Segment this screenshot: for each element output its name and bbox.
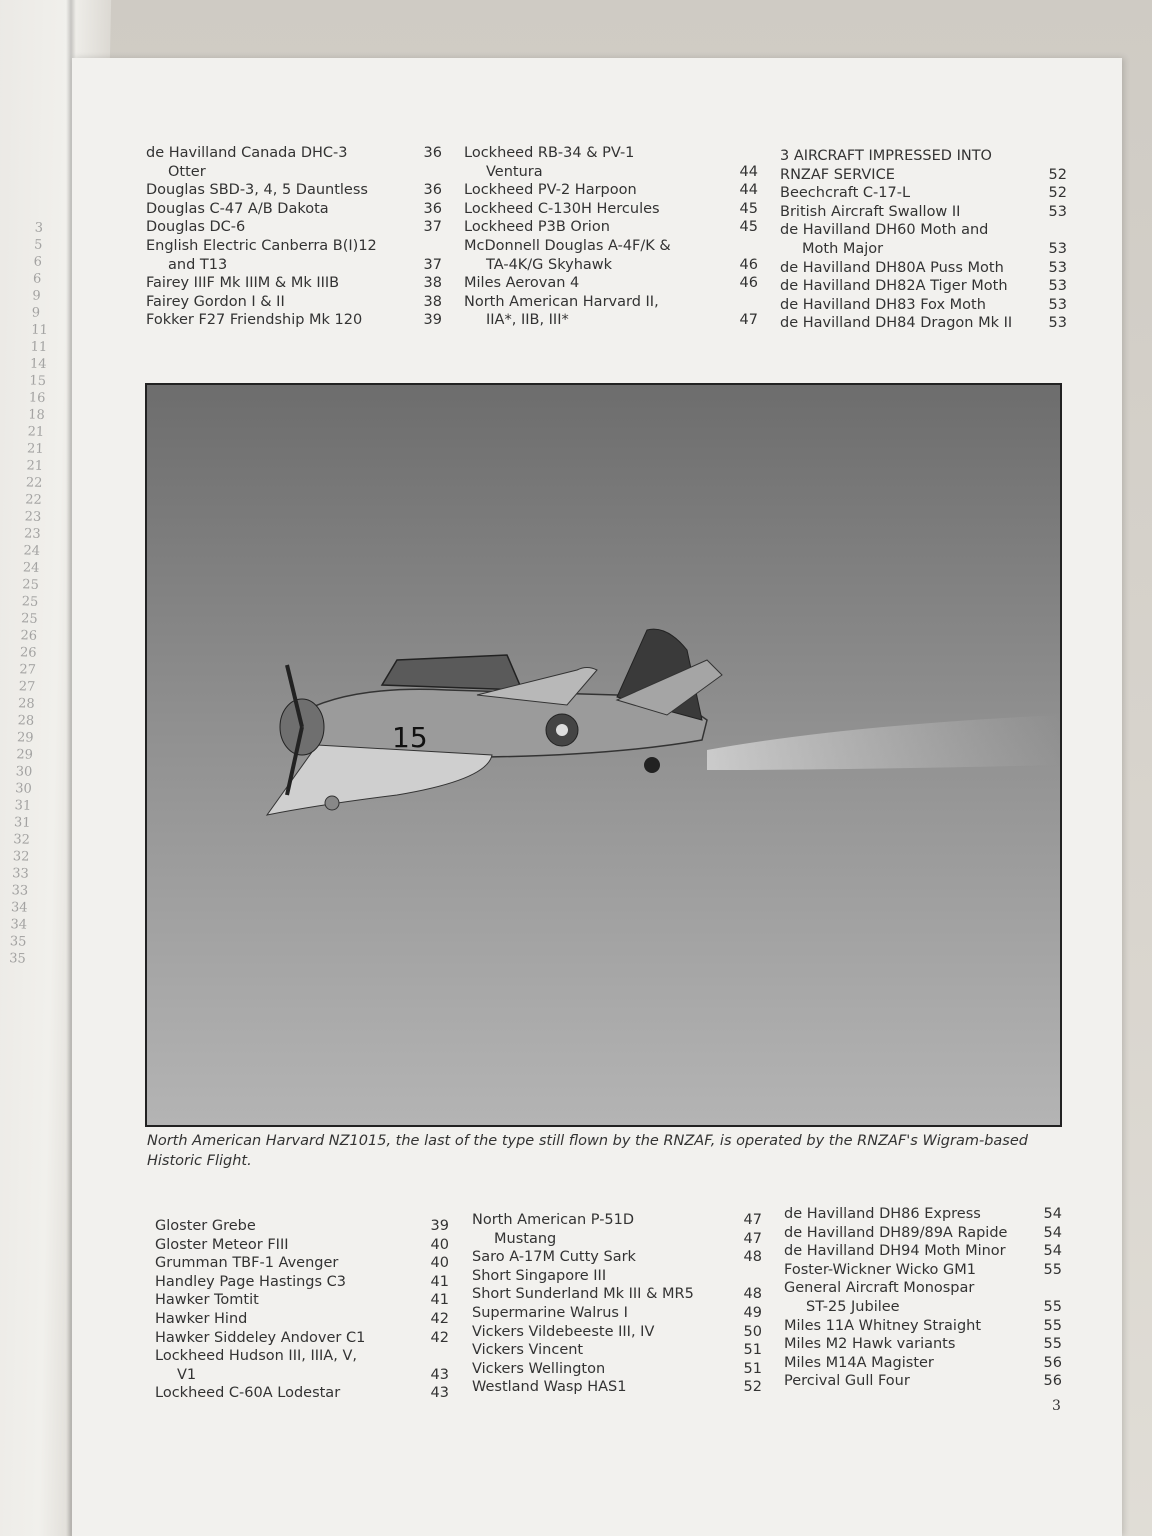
- index-entry: [146, 218, 442, 237]
- facing-page-number: 33: [11, 866, 30, 882]
- index-entry-page: 37: [423, 219, 442, 236]
- facing-page-number: 28: [17, 713, 35, 729]
- index-entry-title: Hawker Tomtit: [155, 1292, 259, 1309]
- facing-page-number: 30: [14, 781, 32, 797]
- index-entry-title: V1: [177, 1366, 197, 1383]
- index-entry-page: 56: [1043, 1354, 1062, 1371]
- index-entry-page: 54: [1043, 1206, 1062, 1222]
- index-entry-title: Vickers Vildebeeste III, IV: [472, 1323, 655, 1340]
- index-entry: [155, 1347, 449, 1366]
- index-entry-title: Short Singapore III: [472, 1267, 607, 1284]
- index-entry: [780, 147, 1067, 166]
- page-number: 3: [1052, 1398, 1061, 1414]
- facing-page-number: 3: [34, 220, 44, 236]
- index-entry: [464, 200, 758, 219]
- index-entry: [464, 181, 758, 200]
- index-entry-page: 43: [430, 1385, 449, 1402]
- index-entry: [784, 1279, 1062, 1298]
- index-entry: [146, 163, 442, 182]
- index-entry: [784, 1372, 1062, 1391]
- facing-page-number: 21: [26, 441, 44, 457]
- index-entry-page: 37: [423, 256, 442, 273]
- index-entry-title: ST-25 Jubilee: [806, 1298, 900, 1315]
- index-entry-title: Saro A-17M Cutty Sark: [472, 1249, 636, 1266]
- index-entry: [155, 1310, 449, 1329]
- index-entry: [155, 1273, 449, 1292]
- index-entry-title: de Havilland DH80A Puss Moth: [780, 259, 1004, 276]
- index-entry-title: Lockheed PV-2 Harpoon: [464, 182, 637, 199]
- index-entry-title: de Havilland DH94 Moth Minor: [784, 1243, 1006, 1260]
- index-entry-page: 40: [430, 1236, 449, 1253]
- index-entry-page: 52: [1048, 166, 1067, 183]
- index-entry-page: 44: [739, 163, 758, 180]
- index-entry: [464, 256, 758, 275]
- index-entry: [780, 221, 1067, 240]
- index-entry-title: North American Harvard II,: [464, 293, 659, 310]
- index-entry-page: 56: [1043, 1373, 1062, 1390]
- index-entry-title: British Aircraft Swallow II: [780, 203, 961, 220]
- facing-page-number: 25: [21, 594, 39, 610]
- facing-page-number: 25: [22, 577, 40, 593]
- index-entry-title: Lockheed C-130H Hercules: [464, 200, 660, 217]
- facing-page-number: 23: [24, 509, 42, 525]
- index-entry: [780, 259, 1067, 278]
- index-entry-page: 39: [430, 1218, 449, 1234]
- index-entry: [472, 1285, 762, 1304]
- index-entry-page: 46: [739, 256, 758, 273]
- index-entry-title: Fokker F27 Friendship Mk 120: [146, 312, 363, 329]
- index-entry-page: 51: [743, 1342, 762, 1359]
- facing-page-number: 14: [29, 356, 47, 373]
- index-entry-page: 43: [430, 1366, 449, 1383]
- index-entry-title: TA-4K/G Skyhawk: [486, 256, 613, 273]
- index-entry-title: Beechcraft C-17-L: [780, 185, 911, 202]
- index-entry: [155, 1329, 449, 1348]
- index-entry-page: 51: [743, 1360, 762, 1377]
- index-entry-page: 39: [423, 312, 442, 329]
- index-entry: [146, 293, 442, 312]
- index-entry-page: 47: [739, 312, 758, 329]
- index-entry-page: 41: [430, 1292, 449, 1309]
- index-entry-page: 54: [1043, 1224, 1062, 1241]
- index-entry: [146, 144, 442, 163]
- index-entry-page: 36: [423, 200, 442, 217]
- facing-page-number: 24: [23, 543, 41, 559]
- index-entry-title: Mustang: [494, 1230, 557, 1247]
- index-entry-title: Westland Wasp HAS1: [472, 1379, 627, 1396]
- index-entry-page: 49: [743, 1304, 762, 1321]
- index-entry-page: 53: [1048, 203, 1067, 220]
- index-entry: [780, 296, 1067, 315]
- index-entry-title: Moth Major: [802, 240, 884, 257]
- index-entry-page: 55: [1043, 1298, 1062, 1315]
- index-entry-title: Ventura: [486, 163, 543, 180]
- facing-page-number: 26: [20, 628, 38, 644]
- index-entry-title: Miles M2 Hawk variants: [784, 1336, 956, 1353]
- facing-page-number: 32: [12, 849, 30, 865]
- index-entry-title: Douglas C-47 A/B Dakota: [146, 200, 329, 217]
- index-column-top-1: [146, 144, 442, 330]
- facing-page-number: 16: [28, 390, 46, 406]
- index-entry: [780, 314, 1067, 333]
- facing-page-number: 11: [30, 339, 48, 356]
- index-column-bottom-3: [784, 1205, 1062, 1391]
- facing-page-number: 33: [11, 883, 29, 899]
- index-entry-title: Gloster Meteor FIII: [155, 1236, 289, 1253]
- aircraft-code-label: 15: [392, 721, 428, 754]
- index-entry-title: de Havilland Canada DHC-3: [146, 145, 348, 161]
- index-entry-title: Miles Aerovan 4: [464, 275, 580, 292]
- index-entry-title: Gloster Grebe: [155, 1218, 256, 1234]
- index-entry: [464, 293, 758, 312]
- index-entry-title: de Havilland DH83 Fox Moth: [780, 296, 986, 313]
- index-entry-title: Fairey IIIF Mk IIIM & Mk IIIB: [146, 275, 340, 292]
- index-entry-page: 45: [739, 200, 758, 217]
- index-entry: [784, 1205, 1062, 1224]
- facing-page-number: 35: [9, 934, 27, 950]
- index-entry-page: 42: [430, 1329, 449, 1346]
- index-entry: [784, 1261, 1062, 1280]
- facing-page-number: 11: [30, 322, 49, 339]
- index-entry-page: 53: [1048, 315, 1067, 332]
- facing-page-number: 6: [32, 271, 42, 287]
- index-entry-page: 36: [423, 182, 442, 199]
- index-entry-title: Otter: [168, 163, 206, 180]
- index-entry-title: Miles M14A Magister: [784, 1354, 934, 1371]
- index-entry-page: 46: [739, 275, 758, 292]
- index-entry-title: Miles 11A Whitney Straight: [784, 1317, 982, 1334]
- facing-page-number: 28: [17, 696, 35, 712]
- facing-page-number: 31: [13, 815, 31, 831]
- index-entry-title: IIA*, IIB, III*: [486, 312, 569, 329]
- index-entry: [464, 163, 758, 182]
- index-entry-page: 53: [1048, 296, 1067, 313]
- photo-caption: North American Harvard NZ1015, the last of the type still flown by the RNZAF, is operated by the RNZAF's Wigram-based Historic Flight.: [147, 1133, 1028, 1169]
- index-entry: [472, 1267, 762, 1286]
- index-entry-title: Lockheed C-60A Lodestar: [155, 1385, 341, 1402]
- index-entry-title: and T13: [168, 256, 228, 273]
- index-entry-page: 41: [430, 1273, 449, 1290]
- facing-page-number: 15: [29, 373, 47, 390]
- index-entry-title: Handley Page Hastings C3: [155, 1273, 346, 1290]
- index-entry-title: Hawker Hind: [155, 1310, 248, 1327]
- index-entry-title: RNZAF SERVICE: [780, 166, 895, 183]
- index-entry: [780, 203, 1067, 222]
- index-entry-title: McDonnell Douglas A-4F/K &: [464, 237, 671, 254]
- index-column-bottom-2: [472, 1211, 762, 1397]
- index-entry-page: 55: [1043, 1261, 1062, 1278]
- index-entry: [780, 166, 1067, 185]
- facing-page-number: 26: [19, 645, 37, 661]
- index-entry: [472, 1360, 762, 1379]
- facing-page-number: 21: [27, 424, 45, 440]
- index-entry: [146, 237, 442, 256]
- index-entry-title: de Havilland DH60 Moth and: [780, 222, 989, 239]
- index-entry-title: de Havilland DH86 Express: [784, 1206, 981, 1222]
- facing-page-number: 5: [33, 237, 43, 253]
- facing-page-number: 23: [23, 526, 41, 542]
- index-entry: [784, 1354, 1062, 1373]
- index-entry: [146, 311, 442, 330]
- index-entry: [155, 1236, 449, 1255]
- index-entry: [155, 1291, 449, 1310]
- index-column-top-3: [780, 147, 1067, 333]
- facing-page-number: 27: [18, 679, 36, 695]
- index-entry-title: Fairey Gordon I & II: [146, 293, 285, 310]
- index-entry-page: 52: [1048, 185, 1067, 202]
- facing-page-number: 22: [25, 492, 43, 508]
- facing-page-number: 9: [31, 305, 41, 321]
- index-entry: [464, 274, 758, 293]
- facing-page-number: 30: [15, 764, 33, 780]
- index-entry-page: 54: [1043, 1243, 1062, 1260]
- index-entry-title: North American P-51D: [472, 1212, 635, 1228]
- index-entry-title: de Havilland DH82A Tiger Moth: [780, 278, 1008, 295]
- index-entry: [784, 1335, 1062, 1354]
- index-entry: [472, 1230, 762, 1249]
- index-entry: [146, 200, 442, 219]
- index-entry: [472, 1211, 762, 1230]
- index-entry: [146, 181, 442, 200]
- index-entry-page: 48: [743, 1249, 762, 1266]
- index-entry: [464, 218, 758, 237]
- index-entry: [472, 1248, 762, 1267]
- index-entry: [155, 1366, 449, 1385]
- index-entry-page: 36: [423, 145, 442, 161]
- index-entry: [155, 1217, 449, 1236]
- facing-page-number: 25: [20, 611, 38, 627]
- index-entry: [780, 184, 1067, 203]
- facing-page-number: 29: [16, 747, 34, 763]
- index-entry-title: Lockheed P3B Orion: [464, 219, 610, 236]
- index-entry-page: 55: [1043, 1336, 1062, 1353]
- index-entry-page: 52: [743, 1379, 762, 1396]
- facing-page-number: 34: [10, 900, 28, 916]
- index-entry-title: Douglas SBD-3, 4, 5 Dauntless: [146, 182, 368, 199]
- index-entry-page: 44: [739, 182, 758, 199]
- facing-page-number: 21: [26, 458, 44, 474]
- index-entry: [784, 1224, 1062, 1243]
- index-entry-page: 48: [743, 1286, 762, 1303]
- index-entry: [780, 240, 1067, 259]
- facing-page-number: 29: [16, 730, 34, 746]
- index-entry-title: Lockheed Hudson III, IIIA, V,: [155, 1348, 357, 1365]
- index-entry-title: de Havilland DH84 Dragon Mk II: [780, 315, 1013, 332]
- index-column-top-2: [464, 144, 758, 330]
- index-entry: [472, 1323, 762, 1342]
- index-entry-title: Vickers Wellington: [472, 1360, 606, 1377]
- index-entry-page: 42: [430, 1310, 449, 1327]
- index-entry-title: Percival Gull Four: [784, 1373, 910, 1390]
- index-entry-page: 53: [1048, 278, 1067, 295]
- facing-page-number: 24: [22, 560, 40, 576]
- facing-page-number: 34: [10, 917, 28, 933]
- facing-page-number: 32: [13, 832, 31, 848]
- index-entry-page: 55: [1043, 1317, 1062, 1334]
- index-entry-page: 40: [430, 1255, 449, 1272]
- index-entry-page: 38: [423, 275, 442, 292]
- index-entry-page: 47: [743, 1230, 762, 1247]
- index-entry-page: 50: [743, 1323, 762, 1340]
- index-entry-title: Hawker Siddeley Andover C1: [155, 1329, 366, 1346]
- index-entry-title: de Havilland DH89/89A Rapide: [784, 1224, 1008, 1241]
- index-column-bottom-1: [155, 1217, 449, 1403]
- facing-page-number: 6: [33, 254, 43, 270]
- index-entry: [155, 1254, 449, 1273]
- index-entry: [464, 311, 758, 330]
- index-entry: [784, 1298, 1062, 1317]
- facing-page-number: 9: [32, 288, 41, 304]
- index-entry: [464, 144, 758, 163]
- index-entry-page: 53: [1048, 240, 1067, 257]
- facing-page-number: 27: [19, 662, 37, 678]
- index-entry-page: 47: [743, 1212, 762, 1228]
- index-entry: [155, 1384, 449, 1403]
- index-entry-title: Supermarine Walrus I: [472, 1304, 628, 1321]
- facing-page-number: 18: [27, 407, 46, 423]
- index-entry: [472, 1378, 762, 1397]
- index-entry-page: 38: [423, 293, 442, 310]
- index-entry-title: Grumman TBF-1 Avenger: [155, 1255, 339, 1272]
- index-entry-page: 45: [739, 219, 758, 236]
- index-entry-title: Short Sunderland Mk III & MR5: [472, 1286, 694, 1303]
- index-entry: [146, 274, 442, 293]
- index-entry-page: 53: [1048, 259, 1067, 276]
- harvard-aircraft-photo: [145, 383, 1062, 1127]
- facing-page-number: 31: [14, 798, 32, 814]
- index-entry-title: Foster-Wickner Wicko GM1: [784, 1261, 976, 1278]
- index-entry-title: Douglas DC-6: [146, 219, 246, 236]
- facing-page-number: 22: [25, 475, 43, 491]
- facing-page-number: 35: [8, 951, 27, 967]
- index-entry-title: General Aircraft Monospar: [784, 1280, 975, 1297]
- index-entry: [784, 1242, 1062, 1261]
- index-entry: [146, 256, 442, 275]
- index-entry: [784, 1317, 1062, 1336]
- index-entry-title: 3 AIRCRAFT IMPRESSED INTO: [780, 148, 992, 164]
- index-entry: [472, 1304, 762, 1323]
- index-entry: [472, 1341, 762, 1360]
- index-entry-title: Lockheed RB-34 & PV-1: [464, 145, 635, 161]
- index-entry: [464, 237, 758, 256]
- index-entry: [780, 277, 1067, 296]
- index-entry-title: English Electric Canberra B(I)12: [146, 237, 377, 254]
- index-entry-title: Vickers Vincent: [472, 1342, 584, 1359]
